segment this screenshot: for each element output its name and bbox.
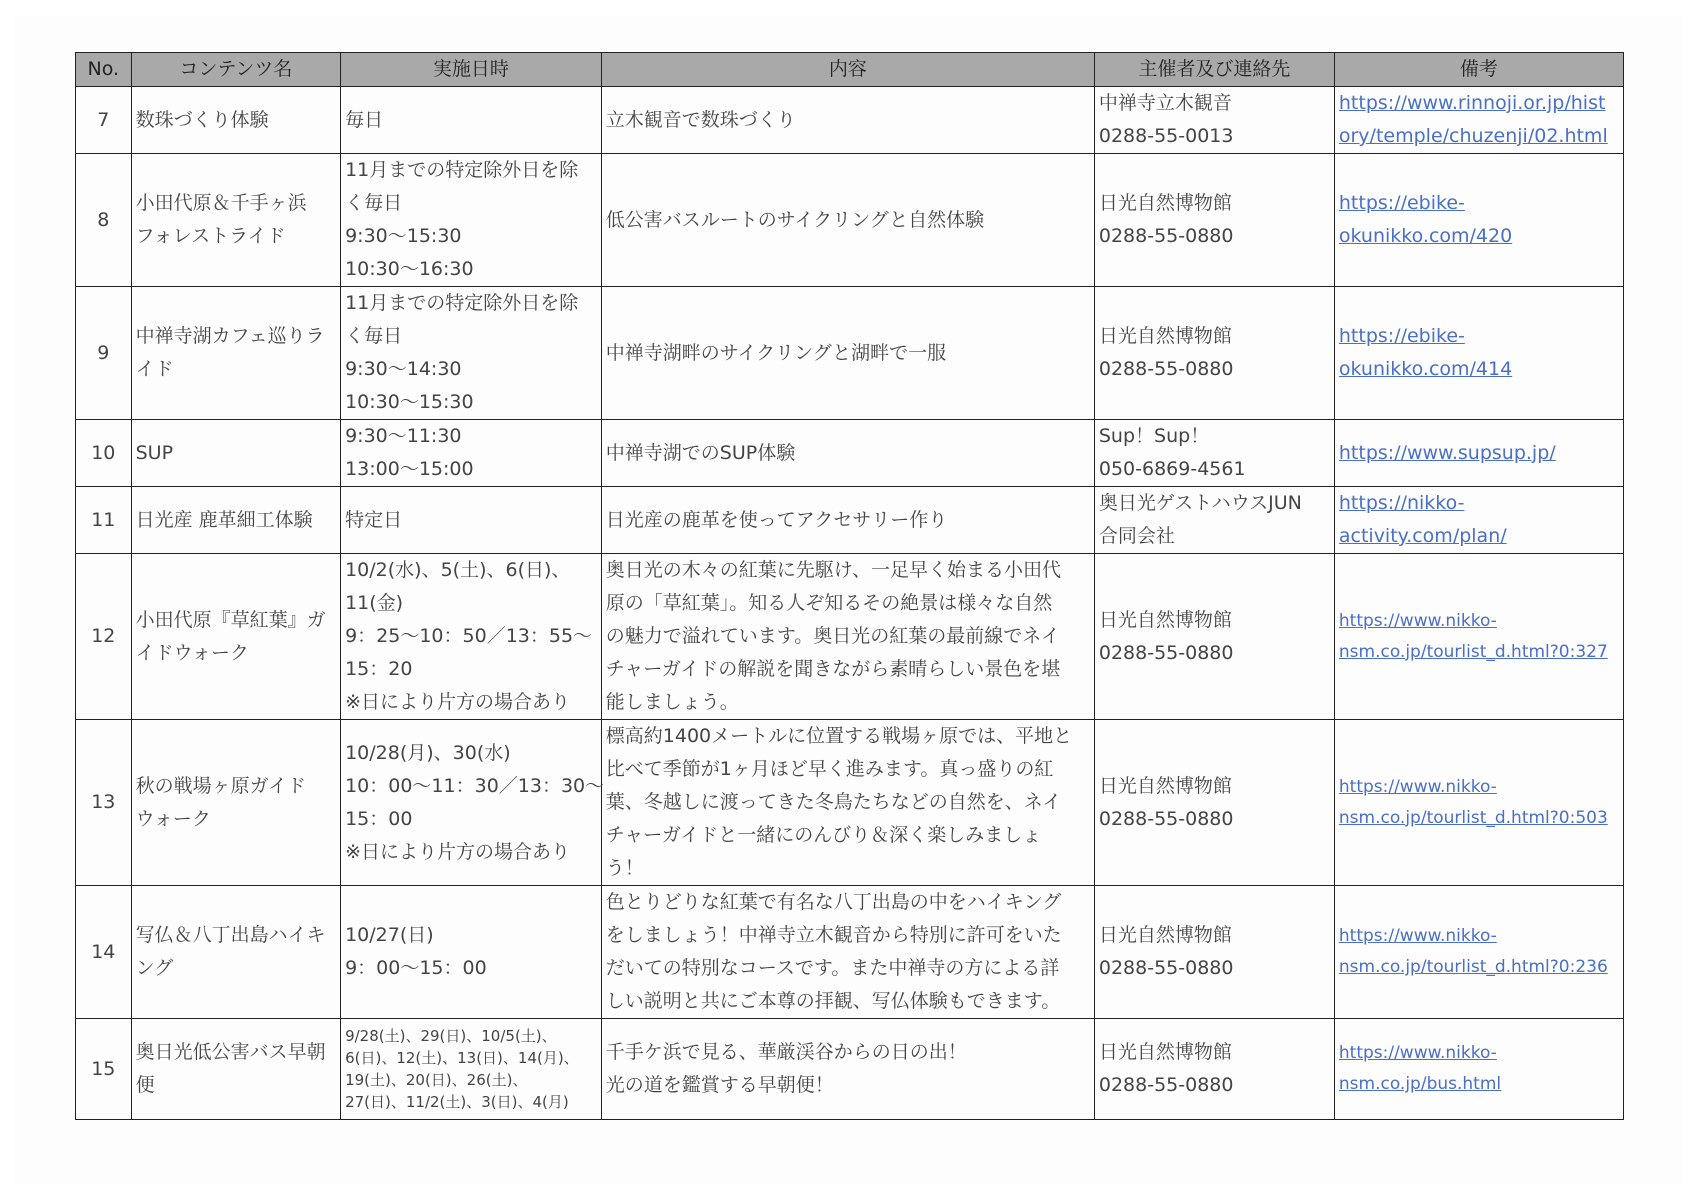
date-line: 9:30～11:30 — [345, 425, 462, 447]
content-line: 奥日光の木々の紅葉に先駆け、一足早く始まる小田代 — [605, 559, 1062, 581]
content-line: チャーガイドと一緒にのんびり＆深く楽しみましょ — [605, 824, 1042, 846]
header-no: No. — [76, 53, 132, 87]
schedule-cell — [341, 487, 602, 554]
header-organizer: 主催者及び連絡先 — [1094, 53, 1334, 87]
link-line[interactable]: https://www.nikko- — [1338, 926, 1497, 946]
schedule-cell — [341, 420, 602, 487]
link-line[interactable]: ory/temple/chuzenji/02.html — [1338, 125, 1608, 147]
content-line: 色とりどりな紅葉で有名な八丁出島の中をハイキング — [605, 891, 1062, 913]
table-header-row — [76, 53, 1624, 87]
link-line[interactable]: https://www.nikko- — [1338, 1043, 1497, 1063]
notes-cell — [1334, 287, 1623, 420]
content-line: 比べて季節が1ヶ月ほど早く進みます。真っ盛りの紅 — [605, 758, 1054, 780]
date-line: 27(日)、11/2(土)、3(日)、4(月) — [345, 1093, 569, 1111]
organizer-line: 日光自然博物館 — [1098, 1041, 1232, 1063]
link-line[interactable]: nsm.co.jp/bus.html — [1338, 1074, 1502, 1094]
date-line: 9/28(土)、29(日)、10/5(土)、 — [345, 1027, 557, 1045]
organizer-cell — [1094, 720, 1334, 886]
reference-link[interactable] — [1339, 772, 1619, 834]
table-row — [76, 420, 1624, 487]
schedule-cell — [341, 154, 602, 287]
date-line: ※日により片方の場合あり — [345, 840, 570, 863]
header-name: コンテンツ名 — [131, 53, 340, 87]
schedule-cell — [341, 287, 602, 420]
date-line: 毎日 — [345, 108, 384, 131]
table-row — [76, 886, 1624, 1019]
organizer-cell — [1094, 487, 1334, 554]
organizer-line: 0288-55-0880 — [1098, 225, 1234, 247]
date-line: く毎日 — [345, 325, 403, 347]
link-line[interactable]: nsm.co.jp/tourlist_d.html?0:327 — [1338, 641, 1608, 662]
content-name-cell — [131, 287, 340, 420]
schedule-cell — [341, 720, 605, 886]
name-line: 中禅寺湖カフェ巡りラ — [135, 325, 325, 347]
header-date: 実施日時 — [341, 53, 602, 87]
description-cell — [601, 720, 1094, 886]
name-line: 写仏＆八丁出島ハイキ — [135, 924, 326, 946]
date-line: 10/28(月)、30(水) — [345, 741, 511, 764]
row-number: 13 — [76, 720, 132, 886]
table-row — [76, 287, 1624, 420]
organizer-cell — [1094, 87, 1334, 154]
table-row — [76, 720, 1624, 886]
content-line: 中禅寺湖畔のサイクリングと湖畔で一服 — [605, 341, 947, 364]
description-cell — [601, 886, 1094, 1019]
row-number: 14 — [76, 886, 132, 1019]
organizer-cell — [1094, 154, 1334, 287]
link-line[interactable]: https://www.nikko- — [1338, 610, 1497, 631]
schedule-cell — [341, 554, 602, 720]
date-line: 9：00～15：00 — [345, 957, 487, 979]
notes-cell — [1334, 720, 1623, 886]
description-cell — [601, 87, 1094, 154]
content-line: をしましょう！中禅寺立木観音から特別に許可をいた — [605, 924, 1062, 946]
header-notes: 備考 — [1334, 53, 1623, 87]
content-line: 千手ケ浜で見る、華厳渓谷からの日の出！ — [605, 1041, 967, 1063]
link-line[interactable]: https://www.rinnoji.or.jp/hist — [1338, 92, 1606, 114]
organizer-line: 050-6869-4561 — [1098, 458, 1246, 480]
date-line: く毎日 — [345, 192, 403, 214]
table-row — [76, 87, 1624, 154]
table-row — [76, 1019, 1624, 1120]
reference-link[interactable] — [1339, 606, 1619, 668]
organizer-line: Sup！Sup！ — [1098, 425, 1210, 447]
organizer-cell — [1094, 1019, 1334, 1120]
date-line: 15：20 — [345, 658, 413, 680]
date-line: 10:30～16:30 — [345, 258, 474, 280]
reference-link[interactable] — [1339, 487, 1619, 553]
organizer-line: 0288-55-0880 — [1098, 1074, 1234, 1096]
notes-cell — [1334, 420, 1623, 487]
organizer-line: 日光自然博物館 — [1098, 924, 1232, 946]
row-number: 11 — [76, 487, 132, 554]
date-line: 10:30～15:30 — [345, 391, 474, 413]
date-line: 19(土)、20(日)、26(土)、 — [345, 1071, 528, 1089]
reference-link[interactable] — [1339, 921, 1619, 983]
link-line[interactable]: nsm.co.jp/tourlist_d.html?0:503 — [1338, 807, 1608, 828]
reference-link[interactable] — [1339, 320, 1619, 386]
row-number: 12 — [76, 554, 132, 720]
organizer-cell — [1094, 287, 1334, 420]
date-line: ※日により片方の場合あり — [345, 691, 570, 713]
name-line: 数珠づくり体験 — [135, 108, 269, 131]
content-line: 中禅寺湖でのSUP体験 — [605, 441, 796, 464]
date-line: 15：00 — [345, 807, 413, 830]
notes-cell — [1334, 87, 1623, 154]
organizer-line: 中禅寺立木観音 — [1098, 92, 1232, 114]
table-row — [76, 487, 1624, 554]
notes-cell — [1334, 886, 1623, 1019]
organizer-line: 日光自然博物館 — [1098, 192, 1232, 214]
notes-cell — [1334, 554, 1623, 720]
reference-link[interactable] — [1339, 437, 1619, 470]
description-cell — [601, 487, 1094, 554]
content-line: 能しましょう。 — [605, 691, 739, 713]
organizer-line: 奥日光ゲストハウスJUN — [1098, 492, 1302, 514]
link-line[interactable]: https://www.nikko- — [1338, 776, 1497, 797]
content-line: 低公害バスルートのサイクリングと自然体験 — [605, 208, 985, 231]
row-number: 9 — [76, 287, 132, 420]
content-name-cell — [131, 487, 340, 554]
link-line[interactable]: https://ebike- — [1338, 192, 1465, 214]
content-line: 日光産の鹿革を使ってアクセサリー作り — [605, 508, 948, 531]
link-line[interactable]: https://ebike- — [1338, 325, 1465, 347]
link-line[interactable]: activity.com/plan/ — [1338, 525, 1507, 547]
link-line[interactable]: https://www.supsup.jp/ — [1338, 441, 1556, 464]
content-line: チャーガイドの解説を聞きながら素晴らしい景色を堪 — [605, 658, 1061, 680]
organizer-cell — [1094, 554, 1334, 720]
organizer-line: 0288-55-0880 — [1098, 957, 1234, 979]
content-line: だいての特別なコースです。また中禅寺の方による詳 — [605, 957, 1060, 979]
name-line: フォレストライド — [135, 225, 286, 247]
reference-link[interactable] — [1339, 87, 1619, 153]
row-number: 10 — [76, 420, 132, 487]
content-name-cell — [131, 554, 340, 720]
name-line: ウォーク — [135, 807, 211, 830]
name-line: ング — [135, 957, 174, 979]
date-line: 10/2(水)、5(土)、6(日)、 — [345, 559, 571, 581]
date-line: 9：25～10：50／13：55～ — [345, 625, 593, 647]
date-line: 6(日)、12(土)、13(日)、14(月)、 — [345, 1049, 579, 1067]
name-line: SUP — [135, 441, 174, 464]
description-cell — [601, 1019, 1094, 1120]
content-line: しい説明と共にご本尊の拝観、写仏体験もできます。 — [605, 990, 1061, 1012]
date-line: 11月までの特定除外日を除 — [345, 292, 579, 314]
document-page — [15, 15, 1682, 1185]
notes-cell — [1334, 154, 1623, 287]
content-line: の魅力で溢れています。奥日光の紅葉の最前線でネイ — [605, 625, 1060, 647]
content-name-cell — [131, 420, 340, 487]
notes-cell — [1334, 1019, 1623, 1120]
content-name-cell — [131, 886, 340, 1019]
organizer-cell — [1094, 420, 1334, 487]
table-row — [76, 554, 1624, 720]
table-row — [76, 154, 1624, 287]
organizer-line: 0288-55-0880 — [1098, 358, 1234, 380]
description-cell — [601, 420, 1094, 487]
name-line: 日光産 鹿革細工体験 — [135, 508, 313, 531]
date-line: 13:00～15:00 — [345, 458, 474, 480]
name-line: イドウォーク — [135, 641, 249, 664]
schedule-cell — [341, 886, 602, 1019]
content-name-cell — [131, 87, 340, 154]
date-line: 特定日 — [345, 508, 403, 531]
reference-link[interactable] — [1339, 1038, 1619, 1100]
content-line: 原の「草紅葉」。知る人ぞ知るその絶景は様々な自然 — [605, 592, 1053, 614]
content-line: 標高約1400メートルに位置する戦場ヶ原では、平地と — [605, 725, 1073, 747]
organizer-line: 日光自然博物館 — [1098, 774, 1232, 797]
name-line: 小田代原＆千手ヶ浜 — [135, 192, 307, 214]
date-line: 11(金) — [345, 592, 404, 614]
content-line: 立木観音で数珠づくり — [605, 108, 796, 131]
link-line[interactable]: okunikko.com/414 — [1338, 358, 1513, 380]
event-table — [75, 52, 1624, 1120]
description-cell — [601, 287, 1094, 420]
row-number: 8 — [76, 154, 132, 287]
name-line: 秋の戦場ヶ原ガイド — [135, 774, 307, 797]
link-line[interactable]: https://nikko- — [1338, 492, 1465, 514]
description-cell — [601, 154, 1094, 287]
row-number: 15 — [76, 1019, 132, 1120]
organizer-cell — [1094, 886, 1334, 1019]
name-line: イド — [135, 358, 174, 380]
schedule-cell — [341, 87, 602, 154]
notes-cell — [1334, 487, 1623, 554]
content-line: 葉、冬越しに渡ってきた冬鳥たちなどの自然を、ネイ — [605, 791, 1062, 813]
content-line: う！ — [605, 857, 644, 879]
link-line[interactable]: nsm.co.jp/tourlist_d.html?0:236 — [1338, 957, 1608, 977]
description-cell — [601, 554, 1094, 720]
content-name-cell — [131, 720, 340, 886]
name-line: 奥日光低公害バス早朝 — [135, 1041, 326, 1063]
content-name-cell — [131, 154, 340, 287]
content-name-cell — [131, 1019, 340, 1120]
date-line: 11月までの特定除外日を除 — [345, 159, 579, 181]
organizer-line: 日光自然博物館 — [1098, 325, 1232, 347]
date-line: 10：00～11：30／13：30～ — [345, 774, 605, 797]
row-number: 7 — [76, 87, 132, 154]
reference-link[interactable] — [1339, 187, 1619, 253]
organizer-line: 0288-55-0013 — [1098, 125, 1234, 147]
organizer-line: 0288-55-0880 — [1098, 641, 1234, 664]
date-line: 9:30～15:30 — [345, 225, 462, 247]
schedule-cell — [341, 1019, 602, 1120]
header-content: 内容 — [601, 53, 1094, 87]
date-line: 9:30～14:30 — [345, 358, 462, 380]
name-line: 小田代原『草紅葉』ガ — [135, 608, 326, 631]
content-line: 光の道を鑑賞する早朝便！ — [605, 1074, 834, 1096]
organizer-line: 0288-55-0880 — [1098, 807, 1234, 830]
date-line: 10/27(日) — [345, 924, 434, 946]
organizer-line: 合同会社 — [1098, 525, 1175, 547]
organizer-line: 日光自然博物館 — [1098, 608, 1232, 631]
link-line[interactable]: okunikko.com/420 — [1338, 225, 1513, 247]
name-line: 便 — [135, 1074, 155, 1096]
